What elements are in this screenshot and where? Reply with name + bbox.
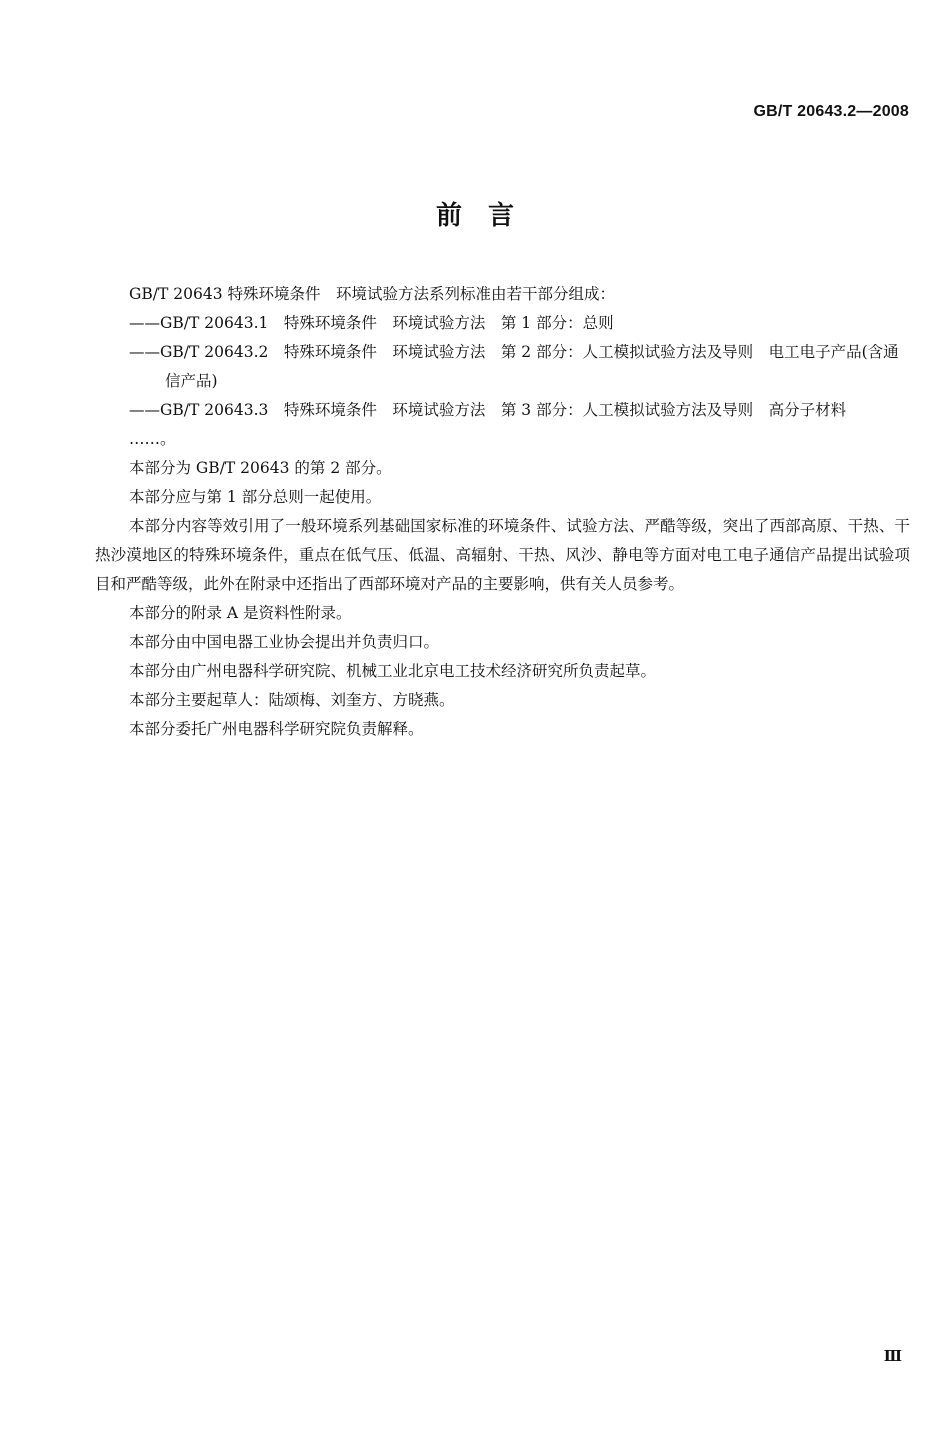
intro-paragraph: GB/T 20643 特殊环境条件 环境试验方法系列标准由若干部分组成： bbox=[129, 285, 615, 303]
list-item-part1: ——GB/T 20643.1 特殊环境条件 环境试验方法 第 1 部分：总则 bbox=[129, 314, 614, 332]
page-title: 前 言 bbox=[435, 201, 514, 231]
list-item-part3: ——GB/T 20643.3 特殊环境条件 环境试验方法 第 3 部分：人工模拟试验方法及导则 高分子材料 bbox=[129, 401, 847, 419]
foreword-body bbox=[95, 280, 910, 744]
drafters-paragraph: 本部分主要起草人：陆颂梅、刘奎方、方晓燕。 bbox=[129, 691, 455, 709]
content-paragraph: 本部分内容等效引用了一般环境系列基础国家标准的环境条件、试验方法、严酷等级，突出了西部高原、干热、干热沙漠地区的特殊环境条件，重点在低气压、低温、高辐射、干热、风沙、静电等方面对电工电子通信产品提出试验项目和严酷等级，此外在附录中还指出了西部环境对产品的主要影响，供有关人员参考。 bbox=[95, 517, 910, 593]
list-ellipsis: ……。 bbox=[129, 430, 176, 448]
page-number: Ⅲ bbox=[883, 1349, 902, 1365]
annex-paragraph: 本部分的附录 A 是资料性附录。 bbox=[129, 604, 352, 622]
list-item-part2: ——GB/T 20643.2 特殊环境条件 环境试验方法 第 2 部分：人工模拟试验方法及导则 电工电子产品(含通信产品) bbox=[129, 343, 899, 390]
use-with-paragraph: 本部分应与第 1 部分总则一起使用。 bbox=[129, 488, 382, 506]
standard-number: GB/T 20643.2—2008 bbox=[753, 103, 909, 120]
proposed-paragraph: 本部分由中国电器工业协会提出并负责归口。 bbox=[129, 633, 440, 651]
interpretation-paragraph: 本部分委托广州电器科学研究院负责解释。 bbox=[129, 720, 424, 738]
drafted-by-paragraph: 本部分由广州电器科学研究院、机械工业北京电工技术经济研究所负责起草。 bbox=[129, 662, 657, 680]
this-part-paragraph: 本部分为 GB/T 20643 的第 2 部分。 bbox=[129, 459, 392, 477]
